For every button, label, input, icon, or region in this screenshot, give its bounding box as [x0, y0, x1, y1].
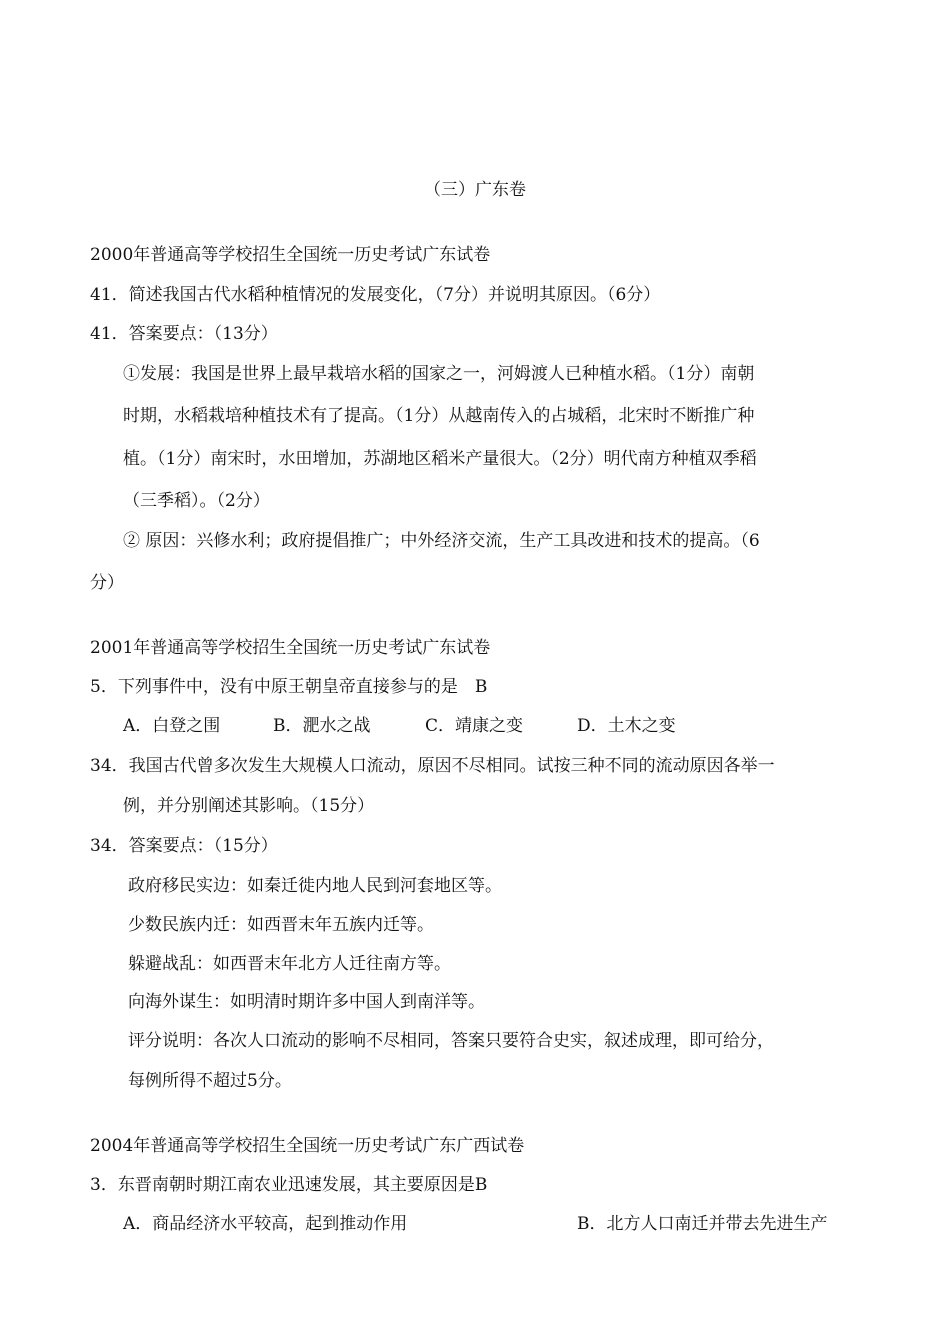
option-c: C．靖康之变	[425, 716, 524, 736]
answer-34-line: 政府移民实边：如秦迁徙内地人民到河套地区等。	[128, 876, 502, 896]
question-34-line: 例，并分别阐述其影响。（15分）	[123, 796, 375, 816]
answer-41-line: （三季稻）。（2分）	[123, 491, 270, 511]
question-34-line: 34．我国古代曾多次发生大规模人口流动，原因不尽相同。试按三种不同的流动原因各举一	[90, 756, 775, 776]
option-b: B．淝水之战	[273, 716, 371, 736]
answer-41-line: 分）	[90, 573, 124, 593]
answer-34-title: 34．答案要点：（15分）	[90, 836, 278, 856]
answer-34-line: 每例所得不超过5分。	[128, 1071, 292, 1091]
question-41: 41．简述我国古代水稻种植情况的发展变化，（7分）并说明其原因。（6分）	[90, 285, 661, 305]
answer-34-line: 评分说明：各次人口流动的影响不尽相同，答案只要符合史实，叙述成理，即可给分，	[128, 1031, 774, 1051]
answer-41-title: 41．答案要点：（13分）	[90, 324, 278, 344]
answer-34-line: 向海外谋生：如明清时期许多中国人到南洋等。	[128, 992, 485, 1012]
question-5: 5．下列事件中，没有中原王朝皇帝直接参与的是 B	[90, 677, 488, 697]
answer-41-line: ①发展：我国是世界上最早栽培水稻的国家之一，河姆渡人已种植水稻。（1分）南朝	[123, 364, 755, 384]
option-a: A．白登之围	[123, 716, 221, 736]
answer-41-line: 时期，水稻栽培种植技术有了提高。（1分）从越南传入的占城稻，北宋时不断推广种	[123, 406, 755, 426]
option-d: D．土木之变	[577, 716, 676, 736]
section-title: （三）广东卷	[424, 180, 526, 200]
option-b: B．北方人口南迁并带去先进生产	[577, 1214, 828, 1234]
answer-34-line: 躲避战乱：如西晋末年北方人迁往南方等。	[128, 954, 451, 974]
option-a: A．商品经济水平较高，起到推动作用	[123, 1214, 408, 1234]
question-3: 3．东晋南朝时期江南农业迅速发展，其主要原因是B	[90, 1175, 488, 1195]
answer-41-line: ② 原因：兴修水利；政府提倡推广；中外经济交流，生产工具改进和技术的提高。（6	[123, 531, 760, 551]
exam-2001-heading: 2001年普通高等学校招生全国统一历史考试广东试卷	[90, 638, 491, 658]
exam-2004-heading: 2004年普通高等学校招生全国统一历史考试广东广西试卷	[90, 1136, 525, 1156]
exam-2000-heading: 2000年普通高等学校招生全国统一历史考试广东试卷	[90, 245, 491, 265]
answer-34-line: 少数民族内迁：如西晋末年五族内迁等。	[128, 915, 434, 935]
answer-41-line: 植。（1分）南宋时，水田增加，苏湖地区稻米产量很大。（2分）明代南方种植双季稻	[123, 449, 757, 469]
